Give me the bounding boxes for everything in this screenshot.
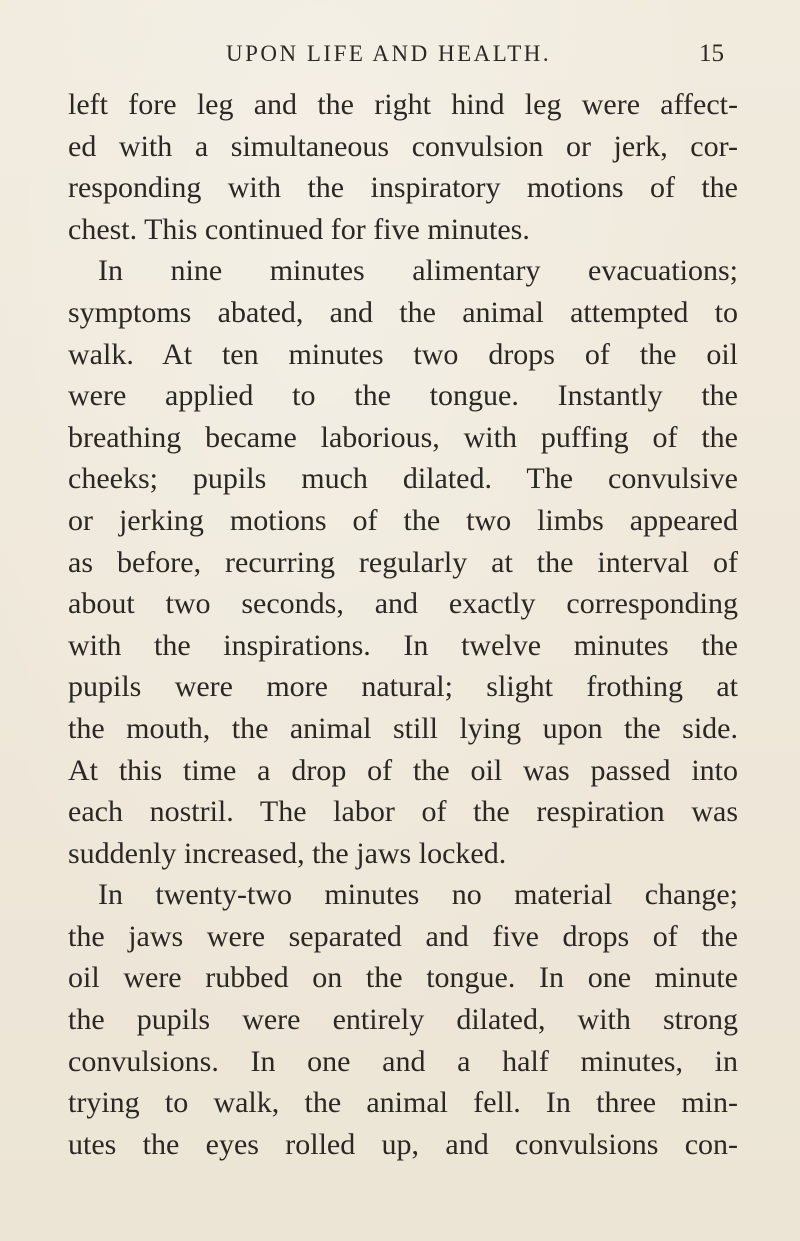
page-number: 15	[699, 40, 724, 67]
text-line: In nine minutes alimentary evacuations;	[98, 254, 738, 288]
text-line: the mouth, the animal still lying upon the side.	[68, 711, 738, 745]
text-line: cheeks; pupils much dilated. The convulsive	[68, 462, 738, 496]
text-line: In twenty-two minutes no material change;	[98, 878, 738, 912]
text-line: left fore leg and the right hind leg were affect-	[68, 88, 738, 121]
text-line: utes the eyes rolled up, and convulsions con-	[68, 1127, 738, 1161]
text-line: pupils were more natural; slight frothing at	[68, 670, 738, 704]
text-line: were applied to the tongue. Instantly the	[68, 379, 738, 413]
text-line: each nostril. The labor of the respiration was	[68, 795, 738, 829]
text-line: At this time a drop of the oil was passed into	[68, 753, 738, 787]
text-line: trying to walk, the animal fell. In three min-	[68, 1086, 738, 1120]
text-line: about two seconds, and exactly corresponding	[68, 587, 738, 621]
text-line: walk. At ten minutes two drops of the oil	[68, 337, 738, 371]
text-line: as before, recurring regularly at the interval of	[68, 545, 738, 579]
text-line: convulsions. In one and a half minutes, in	[68, 1044, 738, 1078]
text-line: symptoms abated, and the animal attempted to	[68, 295, 738, 329]
text-line: ed with a simultaneous convulsion or jerk, cor-	[68, 129, 738, 163]
text-line: chest. This continued for five minutes.	[68, 212, 530, 246]
text-line: or jerking motions of the two limbs appeared	[68, 503, 738, 537]
running-title: UPON LIFE AND HEALTH.	[226, 41, 552, 66]
text-line: responding with the inspiratory motions of the	[68, 171, 738, 205]
text-line: the jaws were separated and five drops of the	[68, 919, 738, 953]
text-line: with the inspirations. In twelve minutes the	[68, 628, 738, 662]
body-text	[68, 84, 738, 1165]
running-head	[0, 34, 800, 74]
text-line: breathing became laborious, with puffing of the	[68, 420, 738, 454]
text-line: oil were rubbed on the tongue. In one minute	[68, 961, 738, 995]
text-line: suddenly increased, the jaws locked.	[68, 836, 507, 870]
text-line: the pupils were entirely dilated, with strong	[68, 1003, 738, 1037]
